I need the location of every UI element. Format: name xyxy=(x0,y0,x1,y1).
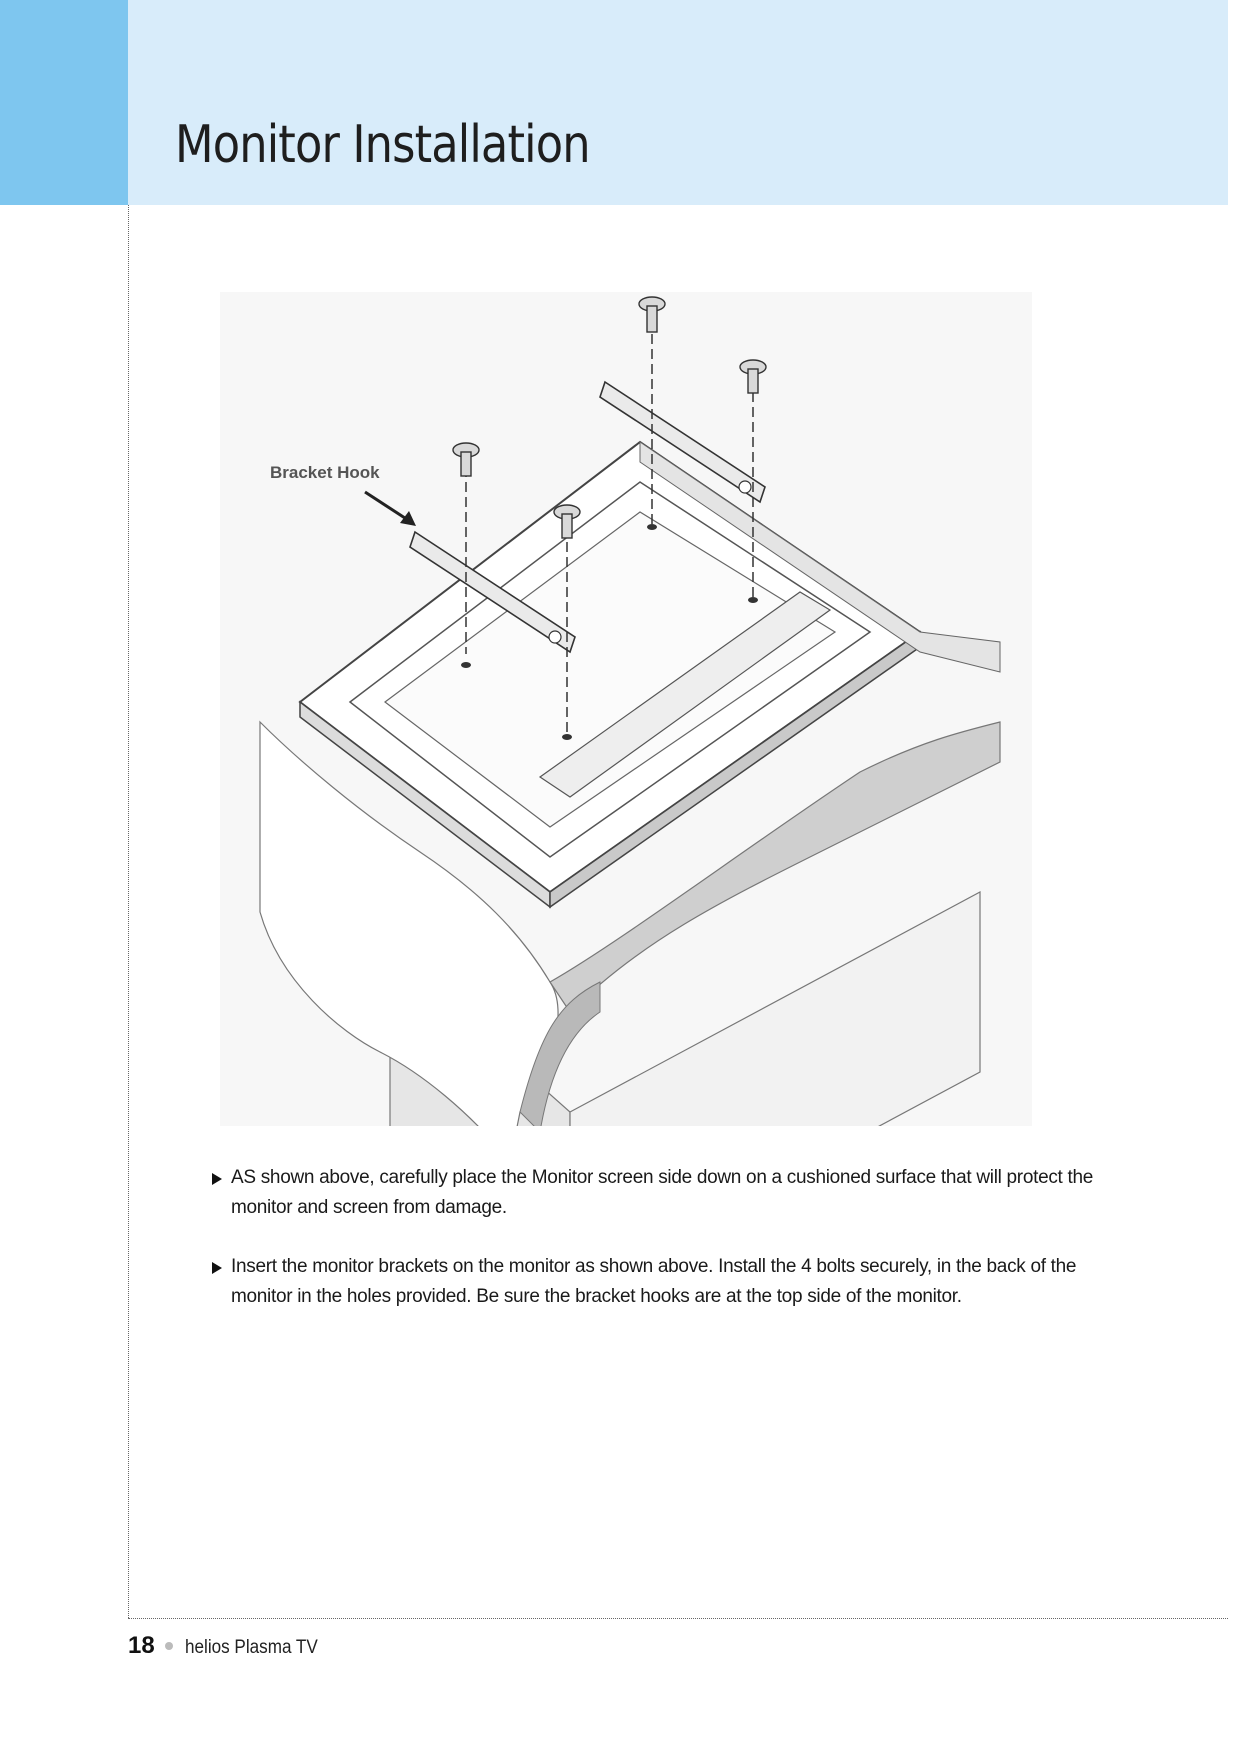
page-number: 18 xyxy=(128,1632,155,1659)
footer-brand: helios Plasma TV xyxy=(184,1637,318,1658)
callout-arrow xyxy=(365,492,408,520)
installation-figure xyxy=(220,292,1032,1126)
footer-dot-icon xyxy=(165,1642,173,1650)
header-accent-block xyxy=(0,0,128,205)
triangle-bullet-icon xyxy=(212,1173,222,1185)
callout-label: Bracket Hook xyxy=(270,463,380,482)
bottom-dotted-rule xyxy=(128,1618,1228,1619)
bolt-1 xyxy=(453,443,479,476)
triangle-bullet-icon xyxy=(212,1262,222,1274)
list-item xyxy=(207,1252,1107,1312)
instructions-list xyxy=(207,1163,1107,1341)
instruction-text: Insert the monitor brackets on the monitor as shown above. Install the 4 bolts securely, in the back of the monitor in the holes provided. Be sure the bracket hooks are at the top side of the monitor. xyxy=(231,1256,1077,1307)
instruction-text: AS shown above, carefully place the Monitor screen side down on a cushioned surface that will protect the monitor and screen from damage. xyxy=(231,1167,1094,1218)
monitor-bracket-bolts-illustration xyxy=(220,292,1032,1126)
list-item xyxy=(207,1163,1107,1223)
page-footer xyxy=(128,1632,332,1660)
table-right xyxy=(570,892,980,1126)
bolt-4 xyxy=(740,360,766,393)
page-title: Monitor Installation xyxy=(175,115,590,175)
left-dotted-rule xyxy=(128,205,129,1618)
bolt-3 xyxy=(639,297,665,332)
